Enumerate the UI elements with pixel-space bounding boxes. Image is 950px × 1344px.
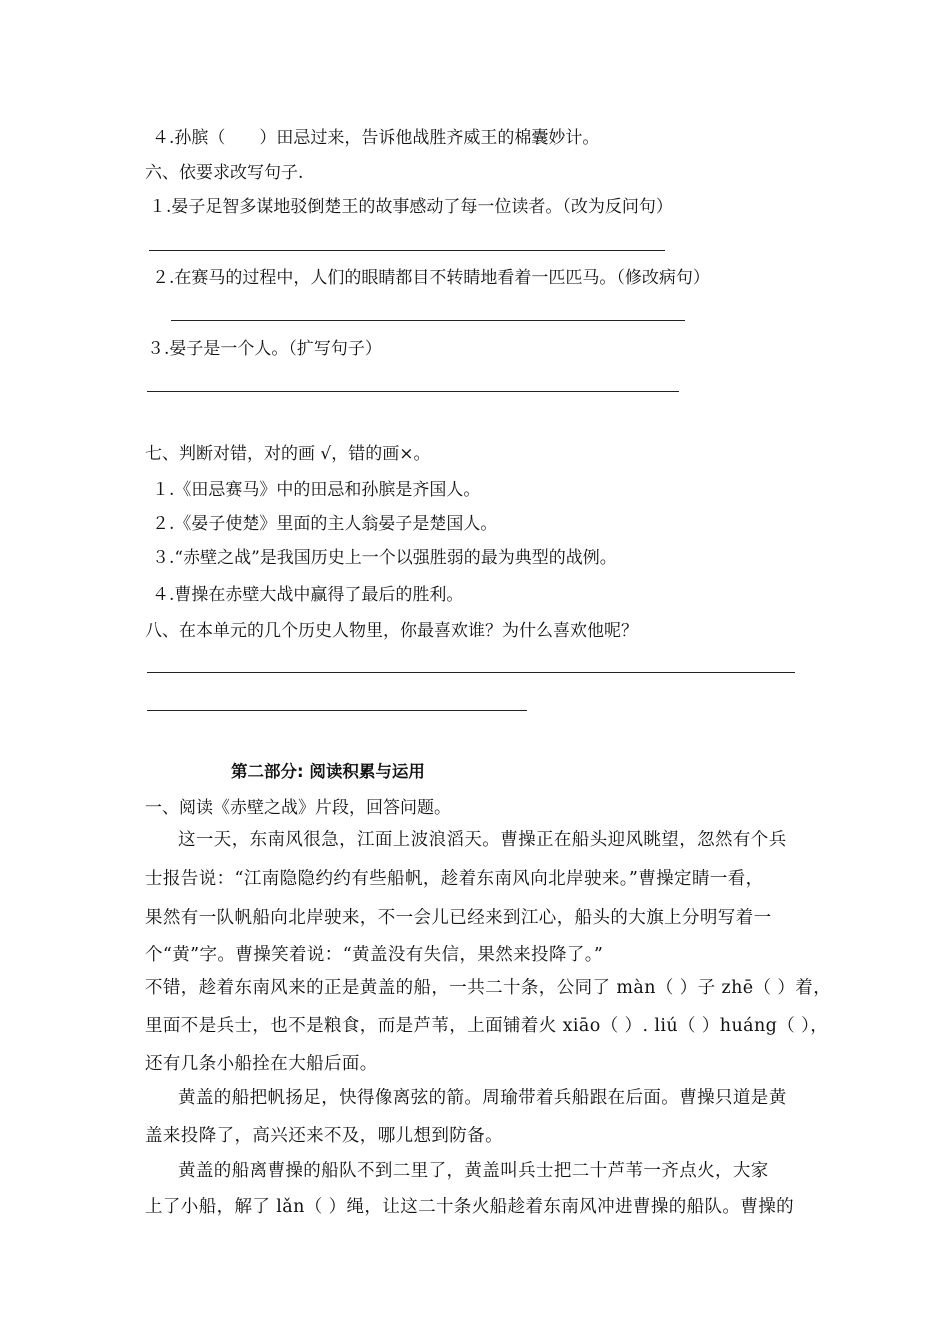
q7-item-2: ２.《晏子使楚》里面的主人翁晏子是楚国人。 xyxy=(152,514,498,534)
q6-title: 六、依要求改写句子. xyxy=(145,163,304,183)
answer-line[interactable] xyxy=(147,391,679,392)
passage-line: 黄盖的船离曹操的船队不到二里了，黄盖叫兵士把二十芦苇一齐点火，大家 xyxy=(178,1161,769,1181)
passage-line: 不错，趁着东南风来的正是黄盖的船，一共二十条，公同了 màn（ ）子 zhē（ ）着， xyxy=(145,978,832,998)
answer-line[interactable] xyxy=(147,672,795,673)
reading-question-title: 一、阅读《赤壁之战》片段，回答问题。 xyxy=(145,798,451,818)
passage-line: 里面不是兵士，也不是粮食，而是芦苇，上面铺着火 xiāo（ ）. liú（ ）huáng（ ）， xyxy=(145,1016,829,1036)
q6-item-2: ２.在赛马的过程中，人们的眼睛都目不转睛地看着一匹匹马。（修改病句） xyxy=(152,268,710,288)
passage-line: 黄盖的船把帆扬足，快得像离弦的箭。周瑜带着兵船跟在后面。曹操只道是黄 xyxy=(178,1088,787,1108)
passage-line: 盖来投降了，高兴还来不及，哪儿想到防备。 xyxy=(145,1126,503,1146)
passage-line: 还有几条小船拴在大船后面。 xyxy=(145,1054,378,1074)
q7-item-1: １.《田忌赛马》中的田忌和孙膑是齐国人。 xyxy=(152,480,481,500)
q7-item-4: ４.曹操在赤壁大战中赢得了最后的胜利。 xyxy=(152,585,464,605)
section-heading: 第二部分: 阅读积累与运用 xyxy=(231,762,425,781)
answer-line[interactable] xyxy=(171,320,685,321)
q7-title: 七、判断对错，对的画 √，错的画×。 xyxy=(145,444,431,464)
answer-line[interactable] xyxy=(147,710,527,711)
q8-title: 八、在本单元的几个历史人物里，你最喜欢谁？为什么喜欢他呢？ xyxy=(145,621,638,641)
passage-line: 果然有一队帆船向北岸驶来，不一会儿已经来到江心，船头的大旗上分明写着一 xyxy=(145,908,772,928)
q6-item-1: １.晏子足智多谋地驳倒楚王的故事感动了每一位读者。（改为反问句） xyxy=(149,197,673,217)
passage-line: 个“黄”字。曹操笑着说：“黄盖没有失信，果然来投降了。” xyxy=(145,945,604,965)
passage-line: 这一天，东南风很急，江面上波浪滔天。曹操正在船头迎风眺望，忽然有个兵 xyxy=(178,830,787,850)
answer-line[interactable] xyxy=(149,250,665,251)
q5-item-4: ４.孙膑（ ）田忌过来，告诉他战胜齐威王的棉囊妙计。 xyxy=(152,128,600,148)
passage-line: 士报告说：“江南隐隐约约有些船帆，趁着东南风向北岸驶来。”曹操定睛一看， xyxy=(145,869,764,889)
passage-line: 上了小船，解了 lǎn（ ）绳，让这二十条火船趁着东南风冲进曹操的船队。曹操的 xyxy=(145,1197,795,1217)
q6-item-3: ３.晏子是一个人。（扩写句子） xyxy=(147,339,382,359)
q7-item-3: ３.“赤壁之战”是我国历史上一个以强胜弱的最为典型的战例。 xyxy=(152,548,617,568)
